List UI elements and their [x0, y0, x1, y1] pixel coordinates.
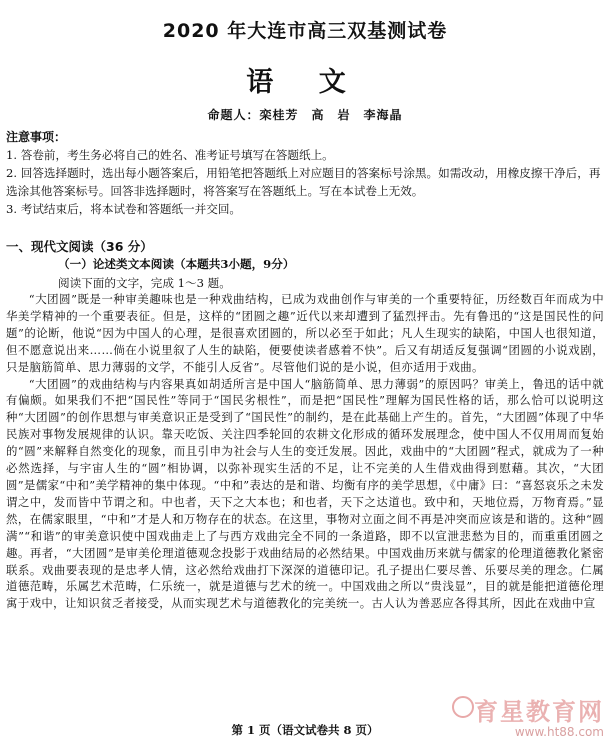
authors-line: 命题人：栾桂芳 高 岩 李海晶 — [207, 108, 403, 122]
passage-paragraph: “大团圆”既是一种审美趣味也是一种戏曲结构，已成为戏曲创作与审美的一个重要特征，历经数百年而成为中华美学精神的一个重要表征。但是，这样的“团圆之趣”近代以来却遭到了猛烈抨击。先有鲁迅的“这是国民性的问题”的论断，他说“因为中国人的心理，是很喜欢团圆的，所以必至于如此；凡人生现实的缺陷，中国人也很知道，但不愿意说出来……倘在小说里叙了人生的缺陷，便要使读者感着不快”。后又有胡适反复强调“团圆的小说戏剧，只是脑筋简单、思力薄弱的文学，不能引人反省”。尽管他们说的是小说，但亦适用于戏曲。 — [6, 292, 604, 374]
watermark-brand: 育星教育网 — [474, 698, 604, 726]
note-item: 3. 考试结束后，将本试卷和答题纸一并交回。 — [6, 202, 242, 216]
watermark — [474, 692, 604, 739]
subject-title: 语 文 — [246, 67, 364, 98]
passage-paragraph: “大团圆”的戏曲结构与内容果真如胡适所言是中国人“脑筋简单、思力薄弱”的原因吗？审美上，鲁迅的话中就有偏颇。如果我们不把“国民性”等同于“国民劣根性”，而是把“国民性”理解为国民性格的话，那么恰可以说明这种“大团圆”的创作思想与审美意识正是受到了“国民性”的制约，是在此基础上产生的。首先，“大团圆”体现了中华民族对事物发展规律的认识。靠天吃饭、关注四季轮回的农耕文化形成的循环发展理念，使中国人不仅用周而复始的“圆”来解释自然变化的现象，而且引申为社会与人生的变迁发展。因此，戏曲中的“大团圆”程式，就成为了一种必然选择，与宇宙人生的“圆”相协调，以弥补现实生活的不足，让不完美的人生借戏曲得到慰藉。其次，“大团圆”是儒家“中和”美学精神的集中体现。“中和”表达的是和谐、均衡有序的美学思想，《中庸》曰：“喜怒哀乐之未发谓之中，发而皆中节谓之和。中也者，天下之大本也；和也者，天下之达道也。致中和，天地位焉，万物育焉。”显然，在儒家眼里，“中和”才是人和万物存在的状态。在这里，事物对立面之间不再是冲突而应该是和谐的。这种“圆满”“和谐”的审美意识使中国戏曲走上了与西方戏曲完全不同的一条道路，即不以宣泄悲愁为目的，而重重团圆之趣。再者，“大团圆”是审美伦理道德观念投影于戏曲结局的必然结果。中国戏曲历来就与儒家的伦理道德教化紧密联系。戏曲要表现的是忠孝人情，这必然给戏曲打下深深的道德印记。孔子提出仁要尽善、乐要尽美的理念。仁属道德范畴，乐属艺术范畴，仁乐统一，就是道德与艺术的统一。中国戏曲之所以“贵浅显”，目的就是能把道德伦理寓于戏中，让知识贫乏者接受，从而实现艺术与道德教化的完美统一。古人认为善恶应各得其所，因此在戏曲中宣 — [6, 376, 604, 611]
reading-passage — [6, 291, 604, 612]
page-footer: 第 1 页（语文试卷共 8 页） — [231, 723, 379, 737]
notes-heading: 注意事项： — [6, 130, 67, 144]
watermark-logo-icon — [452, 696, 474, 718]
section-instruction: 阅读下面的文字，完成 1～3 题。 — [58, 276, 231, 290]
section-title: 一、现代文阅读（36 分） — [6, 239, 153, 254]
note-item: 1. 答卷前，考生务必将自己的姓名、准考证号填写在答题纸上。 — [6, 148, 334, 162]
exam-title: 2020 年大连市高三双基测试卷 — [162, 20, 448, 42]
watermark-url: www.ht88.com — [514, 725, 604, 739]
notes-block — [6, 128, 604, 218]
section-subtitle: （一）论述类文本阅读（本题共3小题，9分） — [58, 257, 295, 271]
note-item: 2. 回答选择题时，选出每小题答案后，用铅笔把答题纸上对应题目的答案标号涂黑。如需改动，用橡皮擦干净后，再选涂其他答案标号。回答非选择题时，将答案写在答题纸上。写在本试卷上无效。 — [6, 166, 601, 198]
